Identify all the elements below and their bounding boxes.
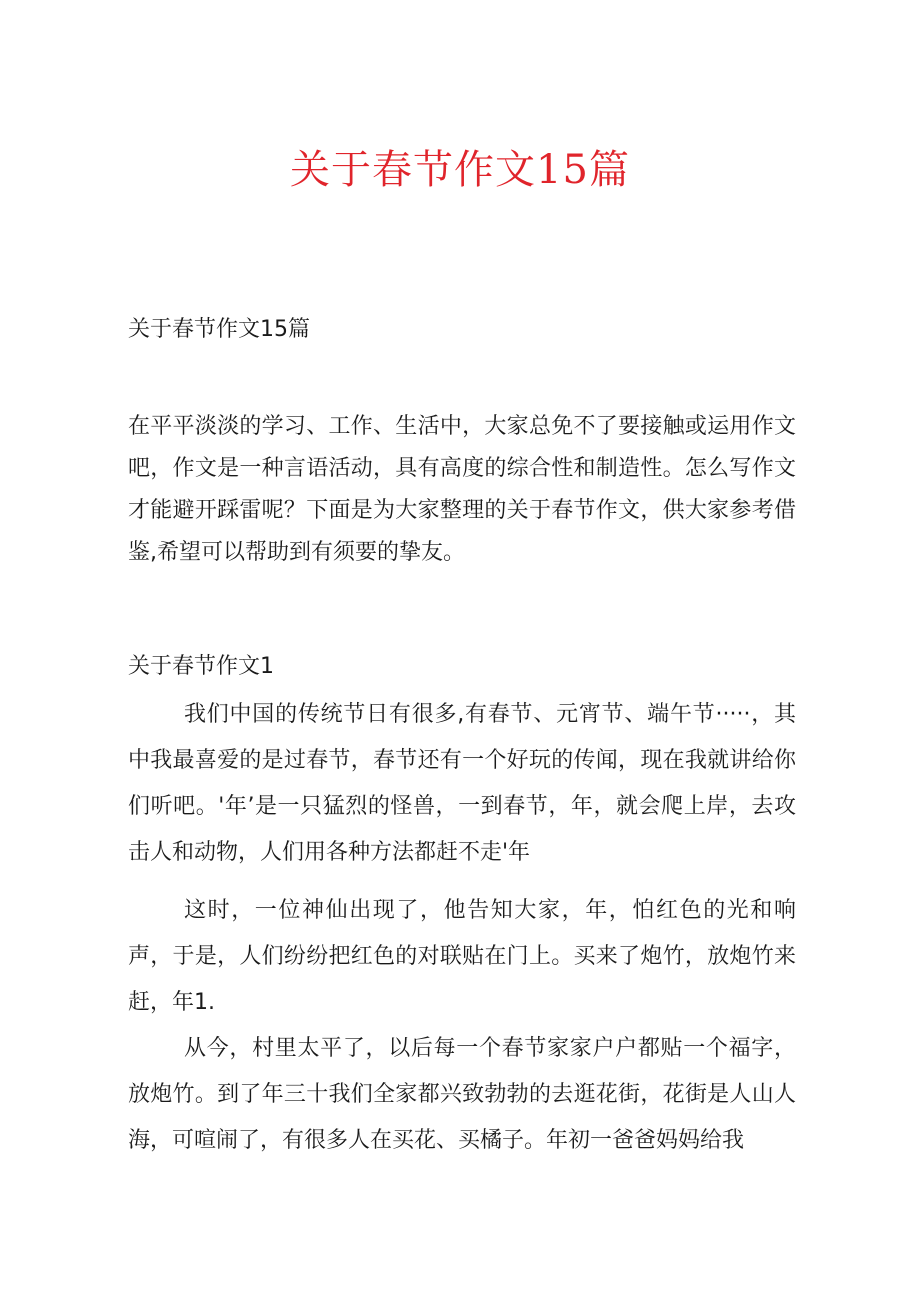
document-title: 关于春节作文15篇 — [290, 147, 630, 193]
document-subtitle: 关于春节作文15篇 — [128, 317, 310, 342]
intro-paragraph: 在平平淡淡的学习、工作、生活中，大家总免不了要接触或运用作文吧，作文是一种言语活动，具有高度的综合性和制造性。怎么写作文才能避开踩雷呢？下面是为大家整理的关于春节作文，供大家参考借鉴,希望可以帮助到有须要的挚友。 — [128, 414, 796, 565]
body-paragraph: 这时，一位神仙出现了，他告知大家，年，怕红色的光和响声，于是，人们纷纷把红色的对联贴在门上。买来了炮竹，放炮竹来赶，年1. — [128, 898, 796, 1015]
body-paragraph: 我们中国的传统节日有很多,有春节、元宵节、端午节·····，其中我最喜爱的是过春节，春节还有一个好玩的传闻，现在我就讲给你们听吧。'年’是一只猛烈的怪兽，一到春节，年，就会爬上岸，去攻击人和动物，人们用各种方法都赶不走'年 — [128, 702, 796, 865]
body-paragraph: 从今，村里太平了，以后每一个春节家家户户都贴一个福字，放炮竹。到了年三十我们全家都兴致勃勃的去逛花街，花街是人山人海，可喧闹了，有很多人在买花、买橘子。年初一爸爸妈妈给我 — [128, 1036, 796, 1153]
section-heading: 关于春节作文1 — [128, 654, 274, 679]
